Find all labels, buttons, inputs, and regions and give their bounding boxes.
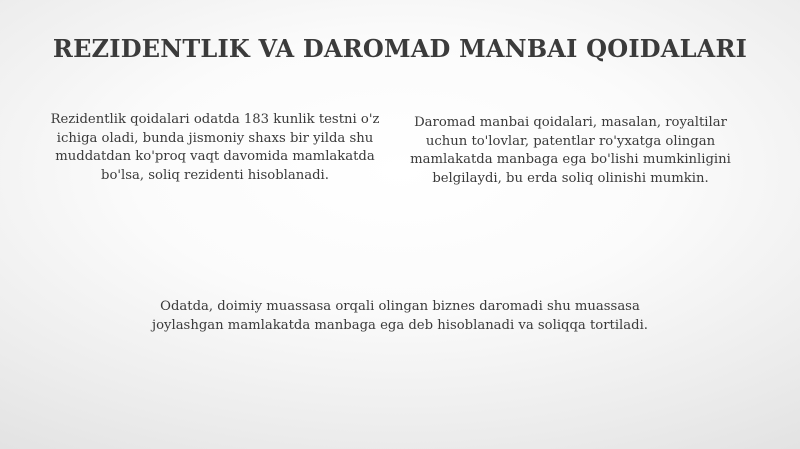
slide-title: REZIDENTLIK VA DAROMAD MANBAI QOIDALARI: [52, 34, 748, 63]
left-text-block: Rezidentlik qoidalari odatda 183 kunlik testni o'z ichiga oladi, bunda jismoniy shaxs bir yilda shu muddatdan ko'proq vaqt davomida mamlakatda bo'lsa, soliq rezidenti hisoblanadi.: [50, 112, 380, 183]
right-text-block: Daromad manbai qoidalari, masalan, royaltilar uchun to'lovlar, patentlar ro'yxatga olingan mamlakatda manbaga ega bo'lishi mumkinligini belgilaydi, bu erda soliq olinishi mumkin.: [410, 115, 731, 186]
bottom-text-block: Odatda, doimiy muassasa orqali olingan biznes daromadi shu muassasa joylashgan mamlakatda manbaga ega deb hisoblanadi va soliqqa tortiladi.: [152, 299, 648, 333]
